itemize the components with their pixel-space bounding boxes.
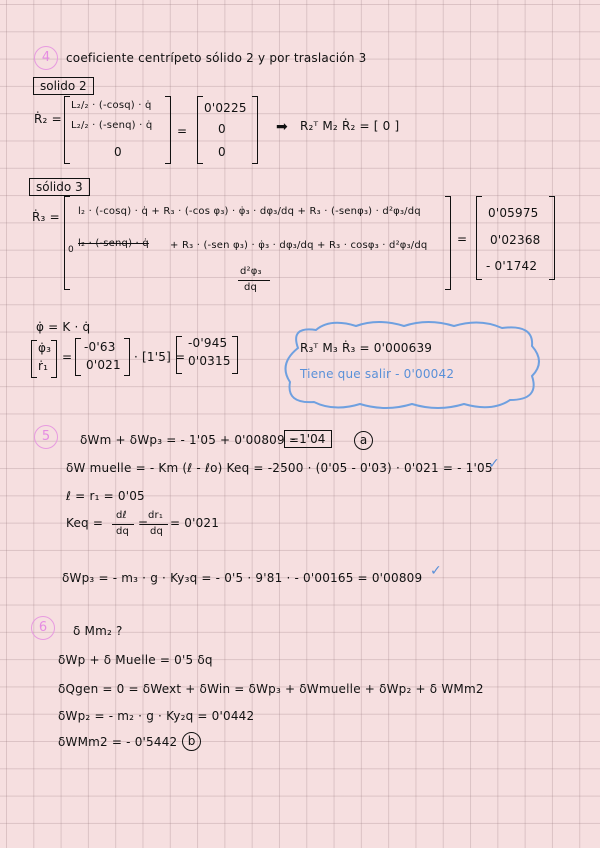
s6-line5: δWMm2 = - 0'5442 xyxy=(58,735,178,749)
solido2-lhs: Ṙ₂ = xyxy=(34,112,62,126)
checkmark-icon: ✓ xyxy=(430,563,442,579)
s6-line4: δWp₂ = - m₂ · g · Ky₂q = 0'0442 xyxy=(58,709,255,723)
phi-result-bracket-left xyxy=(176,336,182,374)
phi-mult: · [1'5] = xyxy=(134,350,186,364)
solido3-matrix-row2: + R₃ · (-sen φ₃) · φ̇₃ · dφ₃/dq + R₃ · cosφ₃ · d²φ₃/dq xyxy=(170,240,428,251)
solido3-matrix-row2-struck: l₂ · (-senq) · q̇ xyxy=(78,238,149,249)
solido2-matrix-bracket-left xyxy=(64,96,70,164)
s6-line1: δ Mm₂ ? xyxy=(73,624,123,638)
s6-answer-b-circle: b xyxy=(182,732,201,751)
phi-result-row1: -0'945 xyxy=(188,336,228,350)
s5-keq-frac2-line xyxy=(146,524,168,525)
solido3-matrix-row3-num: d²φ₃ xyxy=(240,266,262,277)
solido2-matrix-row3: 0 xyxy=(114,145,122,159)
s5-keq-frac2-num: dr₁ xyxy=(148,510,164,521)
solido2-label: solido 2 xyxy=(33,77,94,95)
solido3-vector-bracket-left xyxy=(476,196,482,280)
solido3-vector-row1: 0'05975 xyxy=(488,206,539,220)
s5-keq-frac2-den: dq xyxy=(150,526,164,537)
solido2-vector-row1: 0'0225 xyxy=(204,101,247,115)
phi-matrix-row2: 0'021 xyxy=(86,358,121,372)
solido3-matrix-row2-pre: 0 xyxy=(68,245,74,255)
arrow-icon: ➡ xyxy=(276,119,288,135)
phi-lhs-row2: ṙ₁ xyxy=(38,359,49,373)
phi-matrix-bracket-right xyxy=(124,338,130,376)
s5-keq-label: Keq = xyxy=(66,516,104,530)
solido2-vector-row2: 0 xyxy=(218,122,226,136)
phi-result-row2: 0'0315 xyxy=(188,354,231,368)
section-6-number: 6 xyxy=(31,616,55,640)
solido3-lhs: Ṙ₃ = xyxy=(32,210,60,224)
solido3-matrix-row3-fraction-line xyxy=(238,280,270,281)
checkmark-icon: ✓ xyxy=(488,456,500,472)
solido3-vector-bracket-right xyxy=(549,196,555,280)
solido3-matrix-row3-den: dq xyxy=(244,282,258,293)
solido2-matrix-row2: L₂/₂ · (-senq) · q̇ xyxy=(71,120,153,131)
cloud-line2: Tiene que salir - 0'00042 xyxy=(300,367,455,381)
solido3-label: sólido 3 xyxy=(29,178,90,196)
solido3-matrix-bracket-right xyxy=(445,196,451,290)
phi-lhs-bracket-left xyxy=(31,340,37,378)
s5-keq-frac1-line xyxy=(112,524,134,525)
solido3-matrix-bracket-left xyxy=(64,196,70,290)
phi-lhs-bracket-right xyxy=(51,340,57,378)
s6-line3: δQgen = 0 = δWext + δWin = δWp₃ + δWmuelle + δWp₂ + δ WMm2 xyxy=(58,682,484,696)
solido2-result: R₂ᵀ M₂ Ṙ₂ = [ 0 ] xyxy=(300,119,400,133)
section-4-heading: coeficiente centrípeto sólido 2 y por traslación 3 xyxy=(66,51,367,65)
solido3-vector-row3: - 0'1742 xyxy=(486,259,538,273)
solido2-vector-row3: 0 xyxy=(218,145,226,159)
phi-lhs-row1: φ̇₃ xyxy=(38,341,52,355)
s6-line2: δWp + δ Muelle = 0'5 δq xyxy=(58,653,213,667)
s5-keq-eq: = xyxy=(138,516,149,530)
s5-keq-frac1-num: dℓ xyxy=(116,510,127,521)
s5-line2: δW muelle = - Km (ℓ - ℓo) Keq = -2500 · (0'05 - 0'03) · 0'021 = - 1'05 xyxy=(66,461,493,475)
phi-relation: φ̇ = K · q̇ xyxy=(36,320,91,334)
s5-line1: δWm + δWp₃ = - 1'05 + 0'00809 = xyxy=(80,433,300,447)
cloud-shape xyxy=(278,318,546,412)
phi-matrix-bracket-left xyxy=(75,338,81,376)
s5-answer-a-circle: a xyxy=(354,431,373,450)
cloud-line1: R₃ᵀ M₃ Ṙ₃ = 0'000639 xyxy=(300,341,433,355)
s5-keq-frac1-den: dq xyxy=(116,526,130,537)
section-5-number: 5 xyxy=(34,425,58,449)
phi-equals: = xyxy=(62,350,73,364)
phi-matrix-row1: -0'63 xyxy=(84,340,116,354)
phi-result-bracket-right xyxy=(232,336,238,374)
s5-keq-result: = 0'021 xyxy=(170,516,220,530)
s5-line1-boxed-result: - 1'04 xyxy=(284,430,332,448)
solido2-matrix-bracket-right xyxy=(165,96,171,164)
solido2-vector-bracket-left xyxy=(197,96,203,164)
solido2-equals: = xyxy=(177,124,188,138)
s5-line3: ℓ = r₁ = 0'05 xyxy=(66,489,145,503)
solido2-matrix-row1: L₂/₂ · (-cosq) · q̇ xyxy=(71,100,152,111)
solido3-equals: = xyxy=(457,232,468,246)
solido3-matrix-row1: l₂ · (-cosq) · q̇ + R₃ · (-cos φ₃) · φ̇₃ · dφ₃/dq + R₃ · (-senφ₃) · d²φ₃/dq xyxy=(78,206,421,217)
s5-line5: δWp₃ = - m₃ · g · Ky₃q = - 0'5 · 9'81 · - 0'00165 = 0'00809 xyxy=(62,571,423,585)
solido2-vector-bracket-right xyxy=(252,96,258,164)
solido3-vector-row2: 0'02368 xyxy=(490,233,541,247)
section-4-number: 4 xyxy=(34,46,58,70)
